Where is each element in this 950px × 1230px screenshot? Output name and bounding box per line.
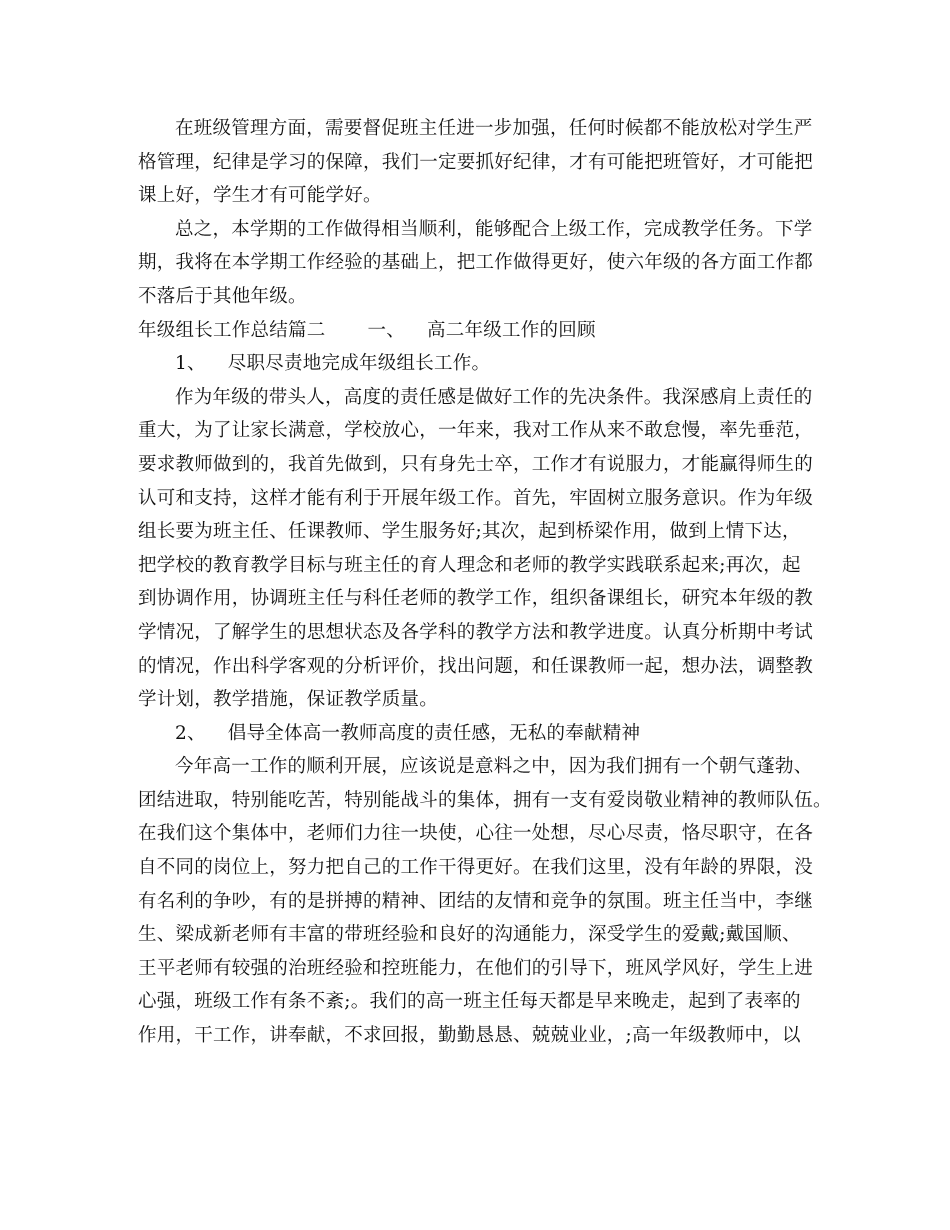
text-line: 作为年级的带头人，高度的责任感是做好工作的先决条件。我深感肩上责任的 (175, 386, 813, 408)
text-line: 在我们这个集体中，老师们力往一块使，心往一处想，尽心尽责，恪尽职守，在各 (138, 823, 814, 845)
text-line: 学计划，教学措施，保证教学质量。 (138, 689, 439, 711)
section-title: 高二年级工作的回顾 (427, 319, 596, 341)
text-line: 学情况，了解学生的思想状态及各学科的教学方法和教学进度。认真分析期中考试 (138, 621, 814, 643)
text-line: 总之，本学期的工作做得相当顺利，能够配合上级工作，完成教学任务。下学 (175, 218, 813, 240)
text-line: 有名利的争吵，有的是拼搏的精神、团结的友情和竞争的氛围。班主任当中，李继 (138, 890, 814, 912)
text-line: 不落后于其他年级。 (138, 285, 307, 307)
paragraph-class-management (138, 112, 818, 213)
text-line: 组长要为班主任、任课教师、学生服务好;其次，起到桥梁作用，做到上情下达， (138, 521, 801, 543)
text-line: 自不同的岗位上，努力把自己的工作干得更好。在我们这里，没有年龄的界限，没 (138, 857, 814, 879)
list-item-2 (138, 717, 818, 751)
document-body (138, 112, 832, 1053)
text-line: 把学校的教育教学目标与班主任的育人理念和老师的教学实践联系起来;再次，起 (138, 554, 801, 576)
text-line: 到协调作用，协调班主任与科任老师的教学工作，组织备课组长，研究本年级的教 (138, 588, 814, 610)
text-line: 今年高一工作的顺利开展，应该说是意料之中，因为我们拥有一个朝气蓬勃、 (175, 756, 813, 778)
section-heading (138, 314, 818, 348)
list-item-number: 2、 (175, 722, 206, 744)
list-item-1 (138, 347, 818, 381)
text-line: 认可和支持，这样才能有利于开展年级工作。首先，牢固树立服务意识。作为年级 (138, 487, 814, 509)
paragraph-team (138, 750, 832, 1052)
list-item-title: 尽职尽责地完成年级组长工作。 (227, 353, 491, 375)
text-line: 要求教师做到的，我首先做到，只有身先士卒，工作才有说服力，才能赢得师生的 (138, 453, 814, 475)
paragraph-leadership (138, 381, 818, 717)
text-line: 心强，班级工作有条不紊;。我们的高一班主任每天都是早来晚走，起到了表率的 (138, 991, 801, 1013)
text-line: 生、梁成新老师有丰富的带班经验和良好的沟通能力，深受学生的爱戴;戴国顺、 (138, 924, 801, 946)
text-line: 的情况，作出科学客观的分析评价，找出问题，和任课教师一起，想办法，调整教 (138, 655, 814, 677)
text-line: 课上好，学生才有可能学好。 (138, 185, 382, 207)
document-title: 年级组长工作总结篇二 (138, 319, 326, 341)
text-line: 团结进取，特别能吃苦，特别能战斗的集体，拥有一支有爱岗敬业精神的教师队伍。 (138, 789, 832, 811)
text-line: 重大，为了让家长满意，学校放心，一年来，我对工作从来不敢怠慢，率先垂范， (138, 420, 814, 442)
paragraph-summary (138, 213, 818, 314)
text-line: 作用，干工作，讲奉献，不求回报，勤勤恳恳、兢兢业业，;高一年级教师中，以 (138, 1025, 801, 1047)
list-item-number: 1、 (175, 353, 206, 375)
text-line: 格管理，纪律是学习的保障，我们一定要抓好纪律，才有可能把班管好，才可能把 (138, 151, 814, 173)
list-item-title: 倡导全体高一教师高度的责任感，无私的奉献精神 (227, 722, 641, 744)
text-line: 王平老师有较强的治班经验和控班能力，在他们的引导下，班风学风好，学生上进 (138, 957, 814, 979)
section-number: 一、 (367, 319, 406, 341)
text-line: 在班级管理方面，需要督促班主任进一步加强，任何时候都不能放松对学生严 (175, 118, 813, 139)
text-line: 期，我将在本学期工作经验的基础上，把工作做得更好，使六年级的各方面工作都 (138, 252, 814, 274)
